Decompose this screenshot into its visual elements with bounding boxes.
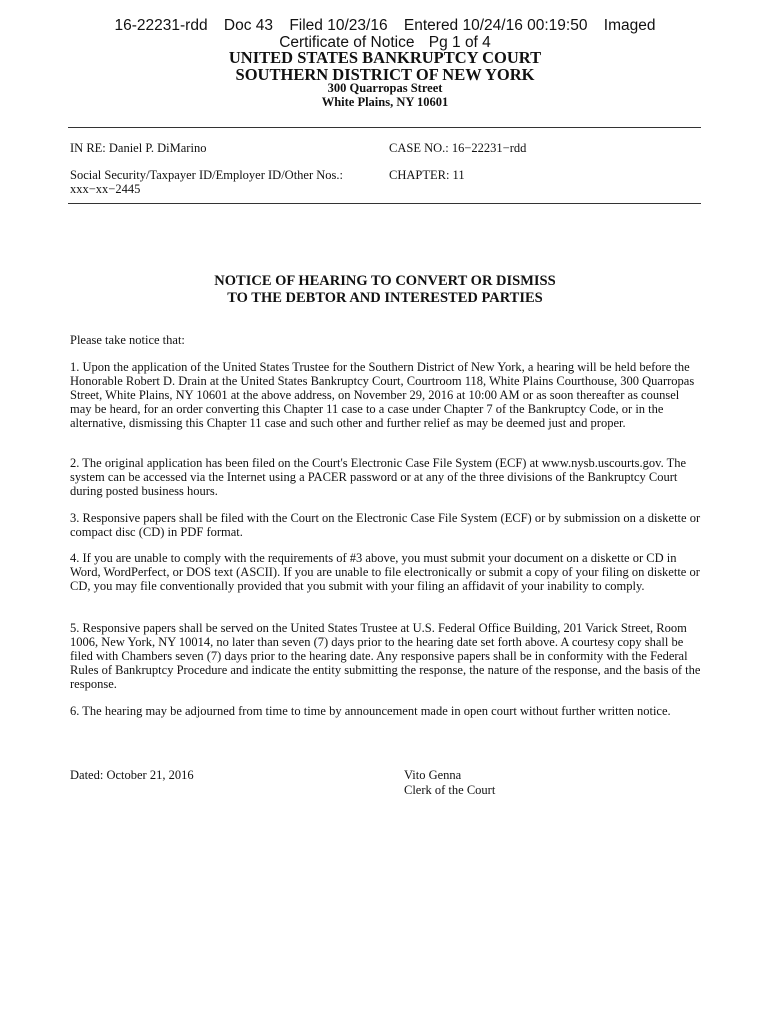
doc-number-stamp: Doc 43	[223, 17, 274, 34]
id-numbers-value: xxx−xx−2445	[70, 182, 141, 196]
paragraph-ecf-filing: 2. The original application has been filed on the Court's Electronic Case File System (ECF) at www.nysb.uscourts.gov. The system can be accessed via the Internet using a PACER password or at any of the three divisions of the Bankruptcy Court during posted business hours.	[70, 456, 687, 498]
paragraph-responsive-papers: 3. Responsive papers shall be filed with the Court on the Electronic Case File System (ECF) or by submission on a diskette or compact disc (CD) in PDF format.	[70, 511, 701, 539]
court-city: White Plains, NY 10601	[321, 95, 449, 109]
certificate-label: Certificate of Notice	[279, 34, 415, 51]
paragraph-service: 5. Responsive papers shall be served on the United States Trustee at U.S. Federal Office Building, 201 Varick Street, Room 1006, New York, NY 10014, no later than seven (7) days prior to the hearing date set forth above. A courtesy copy shall be filed with Chambers seven (7) days prior to the hearing date. Any responsive papers shall be in conformity with the Federal Rules of Bankruptcy Procedure and indicate the entity submitting the response, the nature of the response, and the basis of the response.	[70, 621, 701, 691]
filing-stamp-line	[0, 17, 770, 35]
court-name: UNITED STATES BANKRUPTCY COURT	[228, 48, 542, 67]
imaged-stamp: Imaged	[603, 17, 656, 34]
paragraph-alternative-submission: 4. If you are unable to comply with the requirements of #3 above, you must submit your document on a diskette or CD in Word, WordPerfect, or DOS text (ASCII). If you are unable to file electronically or submit a copy of your filing on diskette or CD, you may file conventionally provided that you submit with your filing an affidavit of your inability to comply.	[70, 551, 700, 593]
signer-name: Vito Genna	[404, 768, 462, 782]
caption-top-divider	[68, 127, 701, 128]
court-district: SOUTHERN DISTRICT OF NEW YORK	[235, 65, 535, 84]
chapter-number: CHAPTER: 11	[389, 168, 465, 182]
paragraph-adjournment: 6. The hearing may be adjourned from time to time by announcement made in open court without further written notice.	[70, 704, 671, 718]
caption-bottom-divider	[68, 203, 701, 204]
case-number-stamp: 16-22231-rdd	[114, 17, 208, 34]
notice-title-line-1: NOTICE OF HEARING TO CONVERT OR DISMISS	[214, 273, 556, 289]
id-numbers-label: Social Security/Taxpayer ID/Employer ID/Other Nos.:	[70, 168, 344, 182]
notice-title-line-2: TO THE DEBTOR AND INTERESTED PARTIES	[227, 290, 543, 306]
case-number: CASE NO.: 16−22231−rdd	[389, 141, 527, 155]
filed-date-stamp: Filed 10/23/16	[289, 17, 388, 34]
dated-line: Dated: October 21, 2016	[70, 768, 194, 782]
court-street: 300 Quarropas Street	[327, 81, 443, 95]
debtor-name: IN RE: Daniel P. DiMarino	[70, 141, 207, 155]
page-count: Pg 1 of 4	[428, 34, 491, 51]
notice-intro: Please take notice that:	[70, 333, 185, 347]
paragraph-hearing: 1. Upon the application of the United States Trustee for the Southern District of New York, a hearing will be held before the Honorable Robert D. Drain at the United States Bankruptcy Court, Courtroom 118, White Plains Courthouse, 300 Quarropas Street, White Plains, NY 10601 at the above address, on November 29, 2016 at 10:00 AM or as soon thereafter as counsel may be heard, for an order converting this Chapter 11 case to a case under Chapter 7 of the Bankruptcy Code, or in the alternative, dismissing this Chapter 11 case and such other and further relief as may be deemed just and proper.	[70, 360, 695, 430]
entered-date-stamp: Entered 10/24/16 00:19:50	[403, 17, 588, 34]
signer-title: Clerk of the Court	[404, 783, 496, 797]
